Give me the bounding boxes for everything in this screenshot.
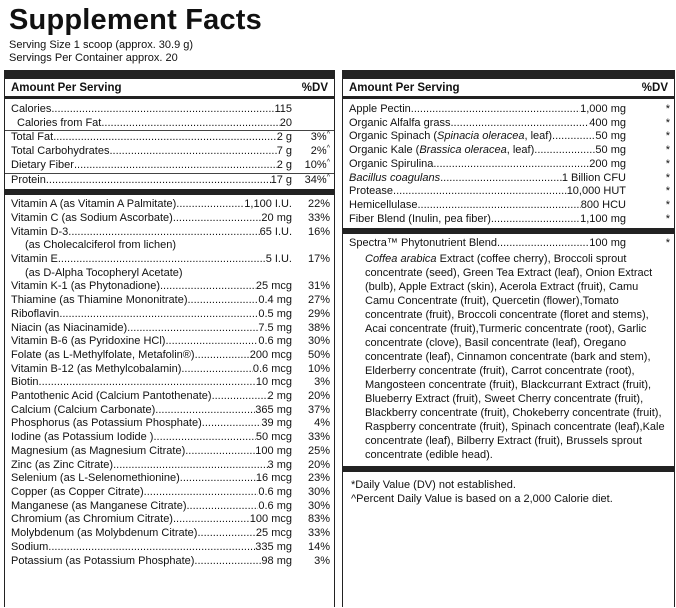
- row-dv: *: [665, 130, 670, 143]
- row-dv: 30%: [307, 499, 330, 512]
- row-dv: 2%^: [310, 145, 330, 158]
- footnote-dv: *Daily Value (DV) not established.: [351, 479, 516, 492]
- row-amount: 0.5 mg: [258, 307, 292, 320]
- right-column: [342, 70, 675, 607]
- row-label: Niacin (as Niacinamide): [11, 321, 128, 334]
- leader-dots: [202, 417, 262, 431]
- row-label: Calcium (Calcium Carbonate): [11, 403, 156, 416]
- row-amount: 100 mg: [255, 444, 292, 457]
- fact-row: [5, 431, 334, 445]
- row-label: Protease: [349, 185, 394, 198]
- blend-label: Spectra™ Phytonutrient Blend: [349, 237, 497, 250]
- header-dv: %DV: [301, 82, 328, 94]
- row-amount: 0.6 mg: [258, 499, 292, 512]
- leader-dots: [181, 363, 252, 377]
- leader-dots: [74, 159, 277, 173]
- section-thick-rule: [5, 189, 334, 195]
- row-label: Riboflavin: [11, 307, 60, 320]
- leader-dots: [160, 280, 256, 294]
- servings-per-container: Servings Per Container approx. 20: [9, 52, 178, 64]
- fact-row: [343, 213, 674, 227]
- leader-dots: [185, 445, 255, 459]
- leader-dots: [176, 198, 244, 212]
- section-thick-rule: [343, 228, 674, 234]
- leader-dots: [491, 213, 580, 227]
- blend-ingredients: [343, 251, 674, 462]
- fact-row: [5, 308, 334, 322]
- leader-dots: [497, 237, 589, 251]
- fact-row: [5, 486, 334, 500]
- row-label: Dietary Fiber: [11, 158, 74, 171]
- row-dv: 3%: [314, 554, 330, 567]
- leader-dots: [153, 431, 255, 445]
- row-amount: 10,000 HUT: [566, 185, 626, 198]
- serving-size: Serving Size 1 scoop (approx. 30.9 g): [9, 39, 194, 51]
- fact-row: [5, 472, 334, 486]
- row-label: Organic Spirulina: [349, 157, 434, 170]
- blend-lead-italic: Coffea arabica: [365, 253, 437, 266]
- row-amount: 1,100 mg: [580, 212, 626, 225]
- row-dv: 20%: [307, 458, 330, 471]
- row-dv: 50%: [307, 348, 330, 361]
- row-dv: 33%: [307, 431, 330, 444]
- fact-row: [5, 322, 334, 336]
- header-rule: [5, 96, 334, 99]
- row-label: Biotin: [11, 376, 39, 389]
- leader-dots: [58, 253, 266, 267]
- fact-row: [5, 527, 334, 541]
- row-label: Total Carbohydrates: [11, 145, 110, 158]
- row-amount: 10 mcg: [255, 376, 292, 389]
- row-label: Chromium (as Chromium Citrate): [11, 513, 173, 526]
- leader-dots: [68, 226, 259, 240]
- leader-dots: [411, 103, 580, 117]
- fact-row: [5, 363, 334, 377]
- fact-row: [5, 459, 334, 473]
- fact-row: [5, 404, 334, 418]
- blend-text: Extract (coffee cherry), Broccoli sprout concentrate (seed), Green Tea Extract (leaf), Onion Extract (bulb), Apple Extract (skin), Acerola Extract (fruit), Camu Camu Concentrate (fruit), Quercetin (flower),Tomato concentrate (fruit), Broccoli concentrate (floret and stems), Acai concentrate (fruit),Turmeric concentrate (root), Garlic concentrate (clove), Basil concentrate (leaf), Oregano concentrate (leaf), Cinnamon concentrate (bark and stem), Elderberry concentrate (fruit), Carrot concentrate (root), Mangosteen concentrate (fruit), Blackcurrant Extract (fruit), Blueberry Extract (fruit), Sweet Cherry concentrate (fruit), Blackberry concentrate (fruit), Chokeberry concentrate (fruit), Raspberry concentrate (fruit), Spinach concentrate (leaf),Kale concentrate (leaf), Bilberry Extract (fruit), Brussels sprout concentrate (edible head).: [365, 253, 665, 462]
- row-dv: 10%: [307, 362, 330, 375]
- leader-dots: [194, 555, 261, 569]
- row-amount: 16 mcg: [255, 472, 292, 485]
- row-dv: 29%: [307, 307, 330, 320]
- right-header: [343, 79, 674, 96]
- leader-dots: [173, 212, 262, 226]
- row-dv: 30%: [307, 485, 330, 498]
- row-label: Folate (as L-Methylfolate, Metafolin®): [11, 348, 195, 361]
- macros-list: [5, 103, 334, 187]
- row-label: Selenium (as L-Selenomethionine): [11, 472, 180, 485]
- leader-dots: [417, 199, 580, 213]
- row-label: (as Cholecalciferol from lichen): [25, 239, 176, 252]
- fact-row: [5, 239, 334, 253]
- row-amount: 0.6 mg: [258, 335, 292, 348]
- fact-row: [5, 159, 334, 174]
- fact-row: [5, 103, 334, 117]
- fact-row: [5, 349, 334, 363]
- row-dv: 17%: [307, 253, 330, 266]
- footnote-percent: ^Percent Daily Value is based on a 2,000 Calorie diet.: [351, 493, 613, 506]
- row-dv: 14%: [307, 540, 330, 553]
- row-amount: 365 mg: [255, 403, 292, 416]
- row-label: Phosphorus (as Potassium Phosphate): [11, 417, 202, 430]
- fact-row: [5, 500, 334, 514]
- blend-amount: 100 mg: [589, 237, 626, 250]
- row-amount: 100 mcg: [249, 513, 292, 526]
- leader-dots: [440, 172, 562, 186]
- fact-row: [5, 390, 334, 404]
- row-label: Organic Spinach (Spinacia oleracea, leaf): [349, 130, 553, 143]
- fact-row: [5, 212, 334, 226]
- row-label: Calories from Fat: [17, 116, 102, 129]
- row-amount: 7.5 mg: [258, 321, 292, 334]
- row-amount: 0.6 mg: [258, 485, 292, 498]
- row-amount: 39 mg: [261, 417, 292, 430]
- row-dv: *: [665, 171, 670, 184]
- row-amount: 0.6 mcg: [252, 362, 292, 375]
- leader-dots: [187, 294, 258, 308]
- row-label: Organic Alfalfa grass: [349, 116, 451, 129]
- top-thick-bar: [343, 71, 674, 79]
- fact-row: [5, 513, 334, 527]
- row-label: Calories: [11, 103, 52, 115]
- row-amount: 0.4 mg: [258, 294, 292, 307]
- row-amount: 800 HCU: [580, 198, 626, 211]
- leader-dots: [165, 335, 258, 349]
- leader-dots: [113, 459, 267, 473]
- row-amount: 17 g: [270, 173, 292, 186]
- fact-row: [343, 185, 674, 199]
- row-dv: 38%: [307, 321, 330, 334]
- row-amount: 1,000 mg: [580, 103, 626, 115]
- row-label: Thiamine (as Thiamine Mononitrate): [11, 294, 188, 307]
- row-amount: 5 I.U.: [265, 253, 292, 266]
- left-column: [4, 70, 335, 607]
- row-amount: 1,100 I.U.: [244, 198, 292, 211]
- row-amount: 400 mg: [589, 116, 626, 129]
- leader-dots: [53, 131, 277, 145]
- header-dv: %DV: [641, 82, 668, 94]
- panel-title: Supplement Facts: [9, 4, 262, 36]
- row-label: Pantothenic Acid (Calcium Pantothenate): [11, 390, 212, 403]
- leader-dots: [173, 513, 250, 527]
- row-amount: 20: [279, 116, 292, 129]
- row-dv: *: [665, 185, 670, 198]
- leader-dots: [186, 500, 258, 514]
- row-dv: 4%: [314, 417, 330, 430]
- ingredients-list: [343, 103, 674, 226]
- fact-row: [5, 267, 334, 281]
- footnotes: [343, 472, 674, 506]
- row-label: Magnesium (as Magnesium Citrate): [11, 444, 186, 457]
- fact-row: [5, 131, 334, 145]
- row-dv: 33%: [307, 211, 330, 224]
- row-dv: 3%: [314, 376, 330, 389]
- row-label: Sodium: [11, 540, 49, 553]
- leader-dots: [180, 472, 256, 486]
- row-label: Potassium (as Potassium Phosphate): [11, 554, 195, 567]
- leader-dots: [144, 486, 259, 500]
- row-label: Vitamin E: [11, 253, 58, 266]
- leader-dots: [51, 103, 274, 117]
- row-amount: 115: [274, 103, 292, 115]
- fact-row: [343, 117, 674, 131]
- row-amount: 65 I.U.: [259, 225, 292, 238]
- row-label: Vitamin K-1 (as Phytonadione): [11, 280, 160, 293]
- row-dv: *: [665, 198, 670, 211]
- row-label: Manganese (as Manganese Citrate): [11, 499, 187, 512]
- row-label: Protein: [11, 173, 46, 186]
- row-label: Molybdenum (as Molybdenum Citrate): [11, 527, 198, 540]
- fact-row: [5, 226, 334, 240]
- row-label: Vitamin A (as Vitamin A Palmitate): [11, 198, 177, 211]
- header-amount: Amount Per Serving: [11, 82, 122, 94]
- row-amount: 25 mcg: [255, 527, 292, 540]
- row-amount: 25 mcg: [255, 280, 292, 293]
- row-dv: 16%: [307, 225, 330, 238]
- fact-row: [343, 144, 674, 158]
- row-label: Vitamin B-12 (as Methylcobalamin): [11, 362, 182, 375]
- leader-dots: [109, 145, 276, 159]
- header-rule: [343, 96, 674, 99]
- row-dv: *: [665, 144, 670, 157]
- row-dv: *: [665, 116, 670, 129]
- row-label: Bacillus coagulans: [349, 171, 441, 184]
- fact-row: [5, 294, 334, 308]
- fact-row: [5, 417, 334, 431]
- leader-dots: [59, 308, 258, 322]
- row-amount: 1 Billion CFU: [561, 171, 626, 184]
- fact-row: [5, 145, 334, 159]
- row-label: Vitamin B-6 (as Pyridoxine HCl): [11, 335, 166, 348]
- fact-row: [343, 199, 674, 213]
- row-label: Apple Pectin: [349, 103, 411, 115]
- row-label: Vitamin D-3: [11, 225, 69, 238]
- fact-row: [5, 280, 334, 294]
- row-label: Fiber Blend (Inulin, pea fiber): [349, 212, 491, 225]
- fact-row: [5, 335, 334, 349]
- row-dv: 22%: [307, 198, 330, 211]
- fact-row: [5, 376, 334, 390]
- blend-dv: *: [665, 237, 670, 250]
- row-amount: 50 mg: [595, 130, 626, 143]
- row-label: (as D-Alpha Tocopheryl Acetate): [25, 266, 183, 279]
- leader-dots: [393, 185, 567, 199]
- fact-row: [5, 117, 334, 132]
- row-dv: 23%: [307, 472, 330, 485]
- fact-row: [5, 555, 334, 569]
- leader-dots: [195, 349, 250, 363]
- row-label: Zinc (as Zinc Citrate): [11, 458, 114, 471]
- row-label: Iodine (as Potassium Iodide ): [11, 431, 154, 444]
- leader-dots: [552, 130, 595, 144]
- leader-dots: [46, 174, 271, 188]
- row-amount: 2 g: [276, 158, 292, 171]
- fact-row: [343, 130, 674, 144]
- fact-row: [5, 198, 334, 212]
- row-amount: 2 g: [276, 131, 292, 144]
- row-label: Vitamin C (as Sodium Ascorbate): [11, 211, 173, 224]
- row-label: Total Fat: [11, 131, 54, 144]
- left-header: [5, 79, 334, 96]
- leader-dots: [534, 144, 595, 158]
- fact-row: [5, 541, 334, 555]
- row-dv: 25%: [307, 444, 330, 457]
- leader-dots: [212, 390, 268, 404]
- fact-row: [5, 174, 334, 188]
- row-amount: 7 g: [276, 145, 292, 158]
- row-label: Copper (as Copper Citrate): [11, 485, 144, 498]
- leader-dots: [39, 376, 256, 390]
- row-dv: 37%: [307, 403, 330, 416]
- row-dv: 20%: [307, 390, 330, 403]
- row-dv: 30%: [307, 335, 330, 348]
- row-amount: 20 mg: [261, 211, 292, 224]
- row-dv: *: [665, 103, 670, 115]
- row-label: Organic Kale (Brassica oleracea, leaf): [349, 144, 535, 157]
- leader-dots: [451, 117, 590, 131]
- row-amount: 2 mg: [267, 390, 292, 403]
- row-amount: 335 mg: [255, 540, 292, 553]
- leader-dots: [127, 322, 258, 336]
- row-amount: 50 mcg: [255, 431, 292, 444]
- row-amount: 50 mg: [595, 144, 626, 157]
- row-amount: 200 mcg: [249, 348, 292, 361]
- row-dv: 27%: [307, 294, 330, 307]
- fact-row: [5, 253, 334, 267]
- leader-dots: [48, 541, 255, 555]
- row-dv: 34%^: [304, 173, 330, 186]
- row-dv: 83%: [307, 513, 330, 526]
- row-dv: *: [665, 157, 670, 170]
- row-dv: 31%: [307, 280, 330, 293]
- row-label: Hemicellulase: [349, 198, 418, 211]
- row-dv: *: [665, 212, 670, 225]
- fact-row: [343, 158, 674, 172]
- leader-dots: [197, 527, 255, 541]
- row-dv: 33%: [307, 527, 330, 540]
- fact-row: [343, 172, 674, 186]
- row-amount: 3 mg: [267, 458, 292, 471]
- leader-dots: [101, 117, 279, 131]
- vitamins-list: [5, 198, 334, 568]
- blend-row: [343, 237, 674, 251]
- top-thick-bar: [5, 71, 334, 79]
- leader-dots: [433, 158, 589, 172]
- row-dv: 10%^: [304, 158, 330, 171]
- row-amount: 200 mg: [589, 157, 626, 170]
- leader-dots: [155, 404, 255, 418]
- row-dv: 3%^: [310, 131, 330, 144]
- row-amount: 98 mg: [261, 554, 292, 567]
- header-amount: Amount Per Serving: [349, 82, 460, 94]
- fact-row: [5, 445, 334, 459]
- fact-row: [343, 103, 674, 117]
